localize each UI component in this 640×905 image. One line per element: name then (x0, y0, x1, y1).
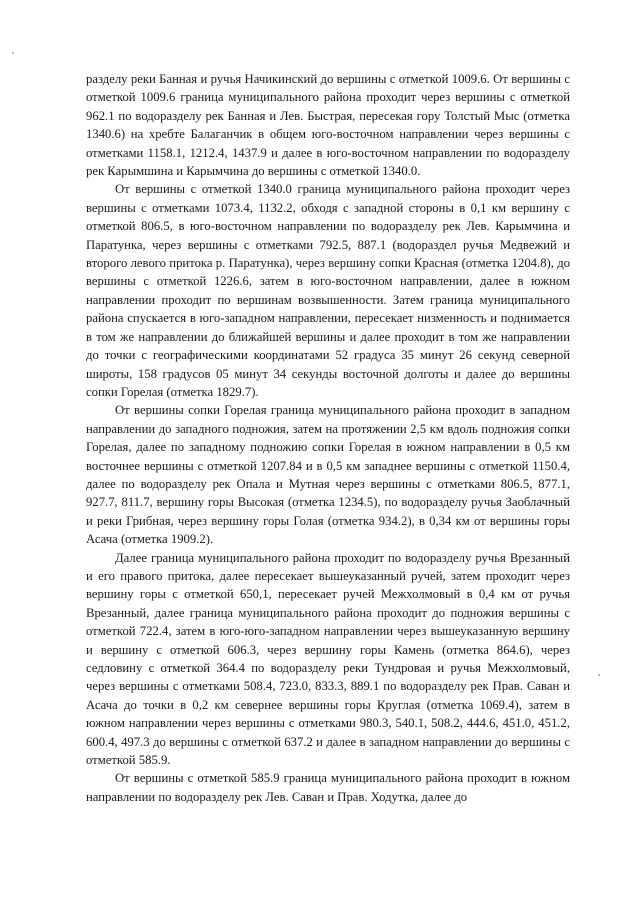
paragraph-3: От вершины сопки Горелая граница муниципального района проходит в западном направлении до западного подножия, затем на протяжении 2,5 км вдоль подножия сопки Горелая, далее по западному подножию сопки Горелая в южном направлении в 0,5 км восточнее вершины с отметкой 1207.84 и в 0,5 км западнее вершины с отметкой 1150.4, далее по водоразделу рек Опала и Мутная через вершины с отметками 806.5, 877.1, 927.7, 811.7, вершину горы Высокая (отметка 1234.5), по водоразделу ручья Заоблачный и реки Грибная, через вершину горы Голая (отметка 934.2), в 0,34 км от вершины горы Асача (отметка 1909.2). (86, 403, 570, 547)
document-page (86, 70, 570, 806)
scan-speck (598, 674, 600, 676)
paragraph-2: От вершины с отметкой 1340.0 граница муниципального района проходит через вершины с отметками 1073.4, 1132.2, обходя с западной стороны в 0,1 км вершину с отметкой 806.5, в юго-восточном направлении по водоразделу рек Лев. Карымчина и Паратунка, через вершины с отметками 792.5, 887.1 (водораздел ручья Медвежий и второго левого притока р. Паратунка), через вершину сопки Красная (отметка 1204.8), до вершины с отметкой 1226.6, затем в юго-восточном направлении, далее в южном направлении проходит по вершинам возвышенности. Затем граница муниципального района спускается в юго-западном направлении, пересекает низменность и поднимается в том же направлении до ближайшей вершины и далее проходит в том же направлении до точки с географическими координатами 52 градуса 35 минут 26 секунд северной широты, 158 градусов 05 минут 34 секунды восточной долготы и далее до вершины сопки Горелая (отметка 1829.7). (86, 182, 570, 399)
scan-speck (12, 52, 14, 54)
paragraph-5: От вершины с отметкой 585.9 граница муниципального района проходит в южном направлении по водоразделу рек Лев. Саван и Прав. Ходутка, далее до (86, 771, 570, 804)
paragraph-1: разделу реки Банная и ручья Начикинский до вершины с отметкой 1009.6. От вершины с отметкой 1009.6 граница муниципального района проходит через вершины с отметкой 962.1 по водоразделу рек Банная и Лев. Быстрая, пересекая гору Толстый Мыс (отметка 1340.6) на хребте Балаганчик в общем юго-восточном направлении через вершины с отметками 1158.1, 1212.4, 1437.9 и далее в юго-восточном направлении по водоразделу рек Карымшина и Карымчина до вершины с отметкой 1340.0. (86, 72, 570, 179)
paragraph-4: Далее граница муниципального района проходит по водоразделу ручья Врезанный и его правого притока, далее пересекает вышеуказанный ручей, затем проходит через вершину горы с отметкой 650,1, пересекает ручей Межхолмовый в 0,4 км от ручья Врезанный, далее граница муниципального района проходит до подножия вершины с отметкой 722.4, затем в юго-юго-западном направлении через вышеуказанную вершину и вершину с отметкой 606.3, через вершину горы Камень (отметка 864.6), через седловину с отметкой 364.4 по водоразделу реки Тундровая и ручья Межхолмовый, через вершины с отметками 508.4, 723.0, 833.3, 889.1 по водоразделу рек Прав. Саван и Асача до точки в 0,2 км севернее вершины горы Круглая (отметка 1069.4), затем в южном направлении через вершины с отметками 980.3, 540.1, 508.2, 444.6, 451.0, 451.2, 600.4, 497.3 до вершины с отметкой 637.2 и далее в западном направлении до вершины с отметкой 585.9. (86, 550, 570, 768)
